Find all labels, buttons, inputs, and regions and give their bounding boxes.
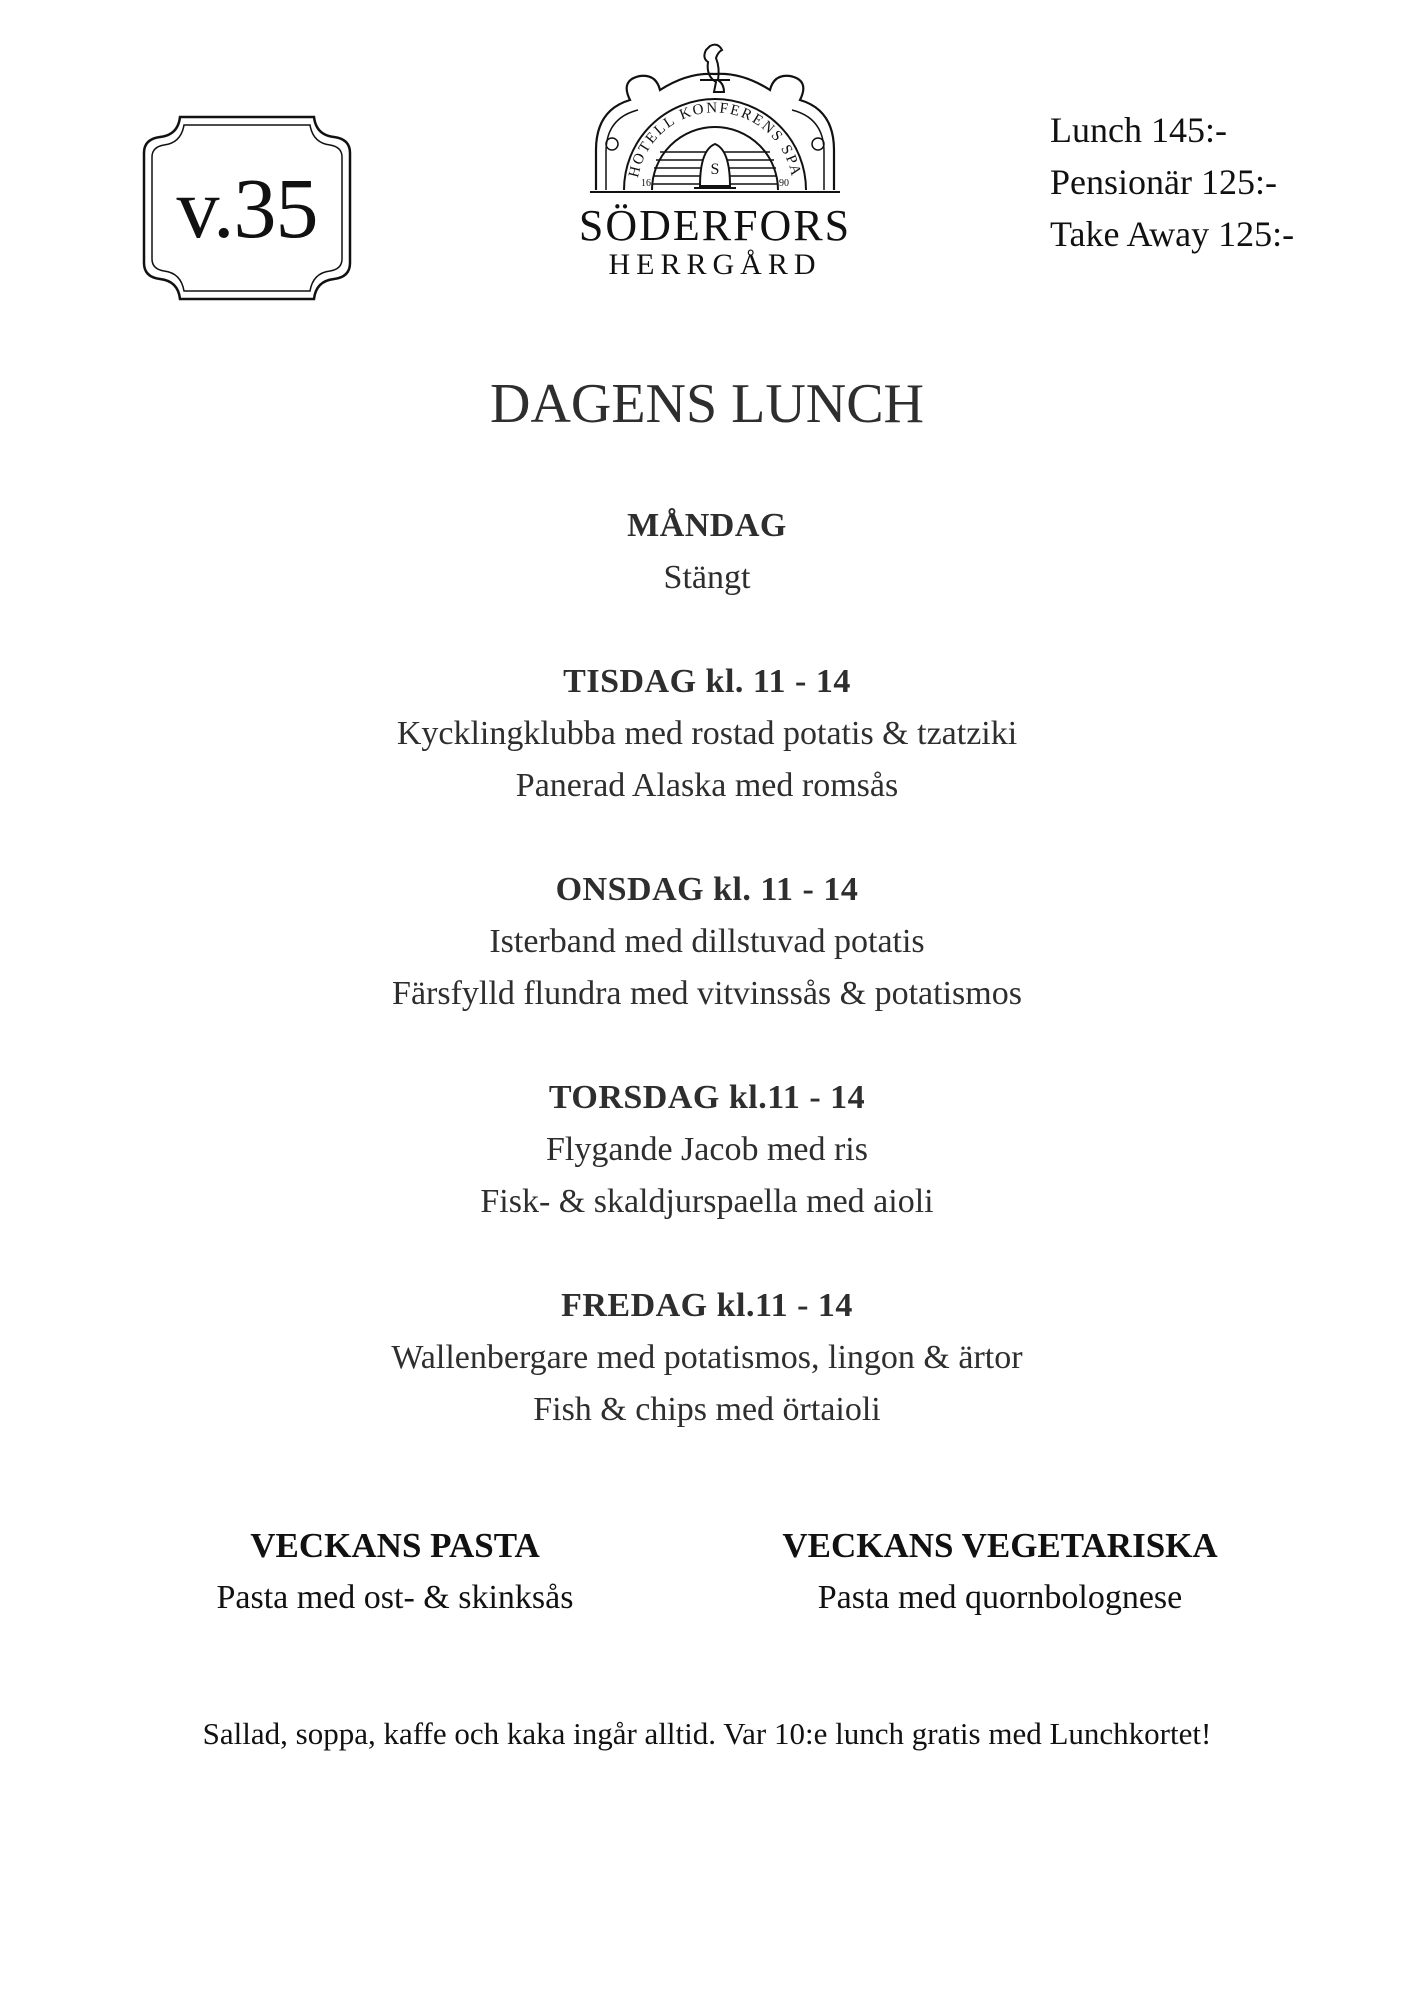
logo-subname: HERRGÅRD	[608, 248, 822, 281]
logo-year-left: 16	[641, 178, 651, 189]
weekly-vegetarian-dish: Pasta med quornbolognese	[817, 1579, 1183, 1616]
footer-note: Sallad, soppa, kaffe och kaka ingår alltid. Var 10:e lunch gratis med Lunchkortet!	[202, 1716, 1212, 1751]
day-tuesday	[0, 656, 1414, 812]
logo-year-right: 90	[779, 178, 789, 189]
day-wednesday	[0, 864, 1414, 1020]
soderfors-logo	[560, 40, 870, 300]
day-monday	[0, 500, 1414, 604]
page-title: DAGENS LUNCH	[490, 373, 924, 435]
price-list	[1050, 104, 1294, 260]
weekly-pasta	[115, 1520, 675, 1624]
dish: Isterband med dillstuvad potatis	[489, 923, 925, 960]
day-list	[0, 500, 1414, 1488]
day-heading: FREDAG kl.11 - 14	[561, 1287, 853, 1324]
weekly-vegetarian-title: VECKANS VEGETARISKA	[782, 1526, 1218, 1565]
weekly-vegetarian	[720, 1520, 1280, 1624]
week-badge	[140, 113, 354, 303]
day-friday	[0, 1280, 1414, 1436]
dish: Panerad Alaska med romsås	[515, 767, 899, 804]
price-takeaway: Take Away 125:-	[1050, 214, 1295, 254]
day-thursday	[0, 1072, 1414, 1228]
week-label: v.35	[176, 160, 318, 256]
day-heading: TISDAG kl. 11 - 14	[563, 663, 851, 700]
price-pensioner: Pensionär 125:-	[1050, 162, 1277, 202]
dish: Kycklingklubba med rostad potatis & tzatziki	[396, 715, 1018, 752]
dish: Fish & chips med örtaioli	[533, 1391, 881, 1428]
dish: Flygande Jacob med ris	[546, 1131, 868, 1168]
logo-name: SÖDERFORS	[578, 201, 852, 250]
logo-crest-letter: S	[710, 161, 720, 178]
price-lunch: Lunch 145:-	[1050, 110, 1227, 150]
dish: Fisk- & skaldjurspaella med aioli	[480, 1183, 934, 1220]
weekly-pasta-dish: Pasta med ost- & skinksås	[216, 1579, 574, 1616]
day-heading: TORSDAG kl.11 - 14	[548, 1079, 866, 1116]
weekly-pasta-title: VECKANS PASTA	[250, 1526, 540, 1565]
logo-crest-icon	[560, 40, 870, 200]
dish: Wallenbergare med potatismos, lingon & ärtor	[391, 1339, 1023, 1376]
day-heading: ONSDAG kl. 11 - 14	[555, 871, 859, 908]
day-heading: MÅNDAG	[627, 507, 787, 544]
logo-arc-text: HOTELL KONFERENS SPA	[626, 100, 804, 180]
dish: Stängt	[663, 559, 751, 596]
dish: Färsfylld flundra med vitvinssås & potatismos	[392, 975, 1022, 1012]
